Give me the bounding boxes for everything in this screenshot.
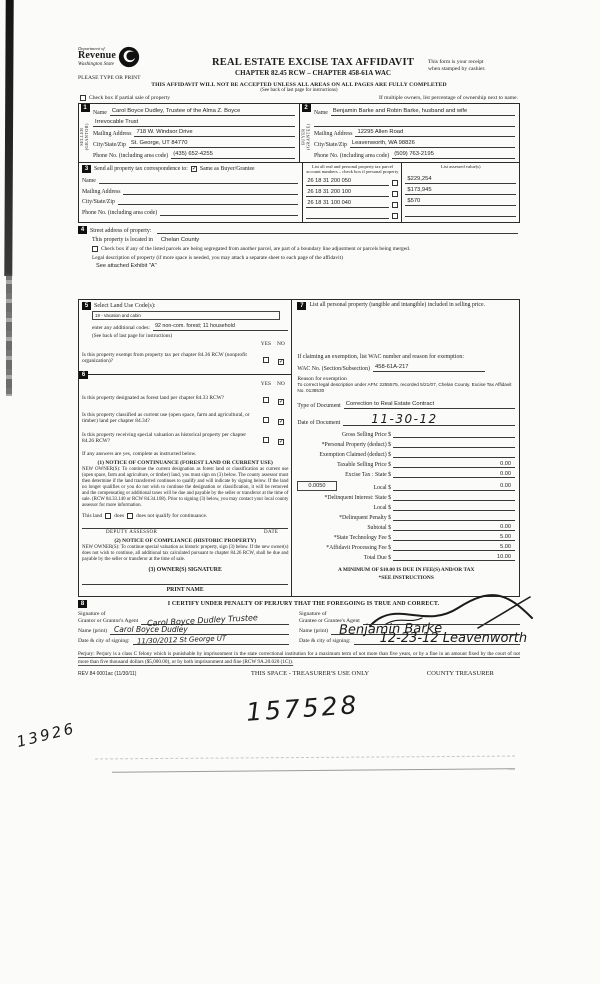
form-title: REAL ESTATE EXCISE TAX AFFIDAVIT — [211, 57, 415, 68]
partial-sale-label: Check box if partial sale of property — [89, 95, 171, 101]
deputy-assessor-row — [82, 529, 288, 535]
certification-section — [78, 600, 528, 646]
parcel-row-2 — [306, 189, 398, 197]
please-type-note: PLEASE TYPE OR PRINT — [78, 75, 141, 81]
current-use-yes-checkbox[interactable] — [263, 417, 269, 423]
seller-csz-field[interactable]: St. George, UT 84770 — [129, 140, 295, 148]
grantor-signature-label: Signature of Grantor or Grantor's Agent — [78, 611, 139, 625]
exemption-header: If claiming an exemption, list WAC number and reason for exemption: — [297, 353, 464, 360]
buyer-phone-field[interactable]: (509) 763-2195 — [392, 151, 515, 159]
multiple-owners-note: If multiple owners, list percentage of ownership next to name. — [378, 95, 518, 101]
scan-edge-artifact-lower — [6, 274, 12, 396]
section-3-badge: 3 — [82, 165, 91, 173]
parcel-numbers-column — [303, 163, 402, 222]
section5-see-back-note: (See back of last page for instructions) — [92, 332, 173, 339]
wac-label: WAC No. (Section/Subsection) — [297, 365, 371, 372]
personal-property-blank-space — [297, 310, 515, 354]
buyer-phone-label: Phone No. (including area code) — [314, 152, 390, 159]
assessed-value-field[interactable]: $229,254 — [405, 176, 516, 184]
reet-affidavit-form — [78, 46, 528, 677]
grantee-date-city-line[interactable] — [354, 630, 528, 646]
additional-codes-label: enter any additional codes: — [92, 324, 150, 331]
seller-name-label: Name — [93, 109, 107, 116]
current-use-question-row — [82, 409, 288, 427]
assessed-values-column — [402, 163, 519, 222]
parcel-personal-checkbox-2[interactable] — [392, 191, 398, 197]
grantee-date-city-handwriting: 12-23-12 Leavenworth — [379, 630, 528, 646]
exempt-yes-checkbox[interactable] — [263, 357, 269, 363]
send-correspondence-label: Send all property tax correspondence to: — [94, 165, 188, 172]
legal-description-field[interactable]: See attached Exhibit "A" — [96, 262, 157, 269]
same-as-buyer-label: Same as Buyer/Grantee — [199, 165, 255, 172]
buyer-csz-label: City/State/Zip — [314, 142, 347, 149]
tax-correspondence-box — [78, 163, 520, 223]
delinquent-penalty-field[interactable] — [393, 514, 515, 522]
corr-csz-field[interactable] — [118, 197, 299, 205]
parcel-row-3 — [306, 200, 398, 208]
corr-phone-field[interactable] — [160, 208, 298, 216]
corr-csz-label: City/State/Zip — [82, 199, 115, 206]
grantor-signature-line[interactable] — [141, 612, 289, 628]
does-not-label: does not qualify for continuance. — [136, 513, 208, 520]
section6-yes-no-header: YES NO — [260, 381, 285, 388]
title-block — [198, 46, 428, 81]
state-technology-fee-field[interactable]: 5.00 — [393, 534, 515, 542]
exemption-claimed-field[interactable] — [393, 450, 515, 458]
excise-tax-local-field[interactable]: 0.00 — [393, 483, 515, 491]
corr-name-row — [82, 176, 298, 184]
forest-no-checkbox[interactable]: ✓ — [278, 398, 284, 406]
seller-csz-label: City/State/Zip — [93, 142, 126, 149]
parcel-row-4 — [306, 211, 398, 219]
buyer-name-row2 — [314, 119, 515, 127]
reason-for-exemption-label: Reason for exemption — [297, 375, 347, 382]
fee-table — [297, 430, 515, 561]
does-qualify-checkbox[interactable] — [105, 513, 111, 519]
deputy-assessor-label: DEPUTY ASSESSOR — [106, 530, 158, 536]
segregated-note: Check box if any of the listed parcels are being segregated from another parcel, are part of a boundary line adjustment or parcels being merged. — [101, 245, 411, 252]
street-address-field[interactable] — [157, 226, 518, 234]
historic-question: Is this property receiving special valuation as historical property per chapter 84.26 RCW? — [82, 431, 247, 445]
land-use-label: Select Land Use Code(s): — [94, 302, 156, 309]
personal-property-deduct-field[interactable] — [393, 440, 515, 448]
section-2-badge: 2 — [302, 104, 311, 112]
delinquent-interest-local-row: Local $ — [297, 503, 515, 511]
buyer-side-label: BUYER (GRANTEE) — [300, 123, 311, 151]
owners-signature-label: (3) OWNER(S) SIGNATURE — [148, 567, 222, 574]
excise-tax-state-field[interactable]: 0.00 — [393, 471, 515, 479]
treasurer-space-label: THIS SPACE - TREASURER'S USE ONLY — [250, 669, 370, 677]
if-yes-note: If any answers are yes, complete as instructed below. — [82, 450, 197, 457]
notice-compliance-body: NEW OWNER(S): To continue special valuation as historic property, sign (3) below. If the new owner(s) does not wish to continue, all additional tax calculated pursuant to chapter 84.26 RCW, shall be due and payable by the seller or transferor at the time of sale. — [82, 545, 289, 563]
agency-state: Washington State — [78, 61, 114, 67]
parcel-number-field[interactable] — [306, 211, 389, 219]
assessed-value-field[interactable] — [405, 209, 516, 217]
parcel-number-field[interactable]: 26 18 31 200 100 — [306, 189, 389, 197]
seller-phone-field[interactable]: (435) 652-4255 — [171, 151, 295, 159]
located-county-field[interactable]: Chelan County — [160, 236, 200, 243]
corr-phone-label: Phone No. (including area code) — [82, 210, 158, 217]
notice-compliance-title: (2) NOTICE OF COMPLIANCE (HISTORIC PROPERTY) — [114, 538, 257, 545]
receipt-note-line1: This form is your receipt — [428, 59, 484, 65]
deputy-date-label: DATE — [264, 530, 279, 536]
section-1-badge: 1 — [81, 104, 90, 112]
state-technology-fee-row: *State Technology Fee $ 5.00 — [297, 534, 515, 542]
buyer-address-label: Mailing Address — [314, 131, 353, 138]
seller-address-field[interactable]: 718 W. Windsor Drive — [134, 129, 295, 137]
section-6-badge: 6 — [79, 371, 88, 379]
grantor-name-handwriting: Carol Boyce Dudley — [114, 624, 188, 634]
grantee-date-city-label: Date & city of signing: — [299, 638, 351, 645]
corr-address-field[interactable] — [123, 187, 298, 195]
seller-phone-row — [93, 151, 295, 159]
grantor-name-print-label: Name (print) — [78, 628, 108, 635]
grantor-name-print-line[interactable] — [110, 624, 289, 635]
exemption-claimed-row: Exemption Claimed (deduct) $ — [297, 450, 515, 458]
subtotal-row: Subtotal $ 0.00 — [297, 524, 515, 532]
tax-computation-column — [292, 300, 519, 597]
does-not-qualify-checkbox[interactable] — [127, 513, 133, 519]
forest-land-question-row — [82, 389, 288, 407]
grantor-signature-handwriting: Carol Boyce Dudley Trustee — [147, 612, 259, 628]
seller-name-row — [93, 108, 295, 116]
seller-address-label: Mailing Address — [93, 131, 132, 138]
buyer-address-row — [314, 129, 515, 137]
section-6-divider — [79, 371, 291, 379]
parcel-personal-checkbox-4[interactable] — [392, 213, 398, 219]
buyer-section — [299, 104, 519, 162]
taxable-selling-price-row: Taxable Selling Price $ 0.00 — [297, 461, 515, 469]
corr-name-field[interactable] — [99, 176, 299, 184]
current-use-question: Is this property classified as current use (open space, farm and agricultural, or timber) land per chapter 84.34? — [82, 411, 250, 425]
buyer-address-field[interactable]: 12295 Allen Road — [355, 129, 515, 137]
treasurer-area-rule-line — [112, 768, 515, 773]
parties-box — [78, 103, 520, 163]
buyer-name-label: Name — [314, 109, 328, 116]
buyer-name-row — [314, 108, 515, 116]
historic-question-row — [82, 429, 288, 447]
minimum-fee-note: A MINIMUM OF $10.00 IS DUE IN FEE(S) AND/OR TAX *SEE INSTRUCTIONS — [337, 567, 475, 581]
treasurer-receipt-number: 157528 — [245, 690, 361, 727]
corr-csz-row — [82, 197, 298, 205]
exempt-question-row — [82, 349, 288, 367]
print-name-label: PRINT NAME — [166, 587, 204, 594]
agency-wordmark — [78, 46, 116, 67]
seller-sidebar — [79, 104, 91, 162]
affidavit-processing-fee-field[interactable]: 5.00 — [393, 544, 515, 552]
type-of-document-label: Type of Document — [297, 402, 341, 409]
section-8-badge: 8 — [78, 600, 87, 608]
buyer-phone-row — [314, 151, 515, 159]
personal-property-deduct-row: *Personal Property (deduct) $ — [297, 440, 515, 448]
section-7-badge: 7 — [297, 302, 306, 310]
date-of-document-label: Date of Document — [297, 420, 341, 427]
seller-address-row — [93, 129, 295, 137]
certification-statement: I CERTIFY UNDER PENALTY OF PERJURY THAT THE FOREGOING IS TRUE AND CORRECT. — [167, 601, 440, 608]
grantor-date-city-label: Date & city of signing: — [78, 638, 130, 645]
receipt-note-line2: when stamped by cashier. — [428, 66, 486, 73]
legal-description-blank-space — [78, 269, 518, 297]
buyer-name-field2[interactable] — [314, 119, 515, 127]
grantee-name-print-label: Name (print) — [299, 628, 329, 635]
total-due-field[interactable]: 10.00 — [393, 554, 515, 562]
parcel-number-field[interactable]: 26 18 31 100 040 — [306, 200, 389, 208]
acceptance-warning: THIS AFFIDAVIT WILL NOT BE ACCEPTED UNLESS ALL AREAS ON ALL PAGES ARE FULLY COMPLETED — [151, 82, 447, 88]
scan-edge-artifact — [4, 0, 13, 276]
seller-section — [79, 104, 299, 162]
land-use-column — [79, 300, 292, 597]
seller-name-field[interactable]: Carol Boyce Dudley, Trustee of the Alma Z. Boyce — [110, 108, 295, 116]
gross-selling-price-row: Gross Selling Price $ — [297, 430, 515, 438]
reason-for-exemption-field[interactable]: To correct legal description under AFN: 2255575, recorded 5/21/07, Chelan County. Excise Tax Affidavit No. 0138530 — [297, 381, 512, 393]
additional-codes-field[interactable]: 92 non-com. forest; 11 household — [153, 323, 288, 331]
buyer-name-field[interactable]: Benjamin Barke and Robin Barke, husband and wife — [331, 108, 515, 116]
correspondence-column — [79, 163, 303, 222]
form-header — [78, 46, 520, 81]
land-use-and-tax-box — [78, 299, 520, 598]
local-rate-box[interactable]: 0.0050 — [297, 481, 336, 491]
parcel-column-header: List all real and personal property tax parcel account numbers – check box if personal property — [306, 163, 399, 175]
does-label: does — [114, 513, 125, 520]
affidavit-processing-fee-row: *Affidavit Processing Fee $ 5.00 — [297, 544, 515, 552]
located-in-label: This property is located in — [92, 236, 153, 243]
total-due-row: Total Due $ 10.00 — [297, 554, 515, 562]
grantor-date-city-handwriting: 11/30/2012 St George UT — [136, 634, 226, 646]
dor-swirl-logo-icon — [118, 46, 140, 68]
type-of-document-field[interactable]: Correction to Real Estate Contract — [344, 401, 515, 409]
excise-tax-local-row: 0.0050 Local $ 0.00 — [297, 481, 515, 491]
grantor-date-city-line[interactable] — [133, 634, 289, 646]
delinquent-interest-local-field[interactable] — [393, 503, 515, 511]
wac-number-field[interactable]: 458-61A-217 — [373, 364, 485, 372]
rev-form-number: REV 84 0001ac (11/30/11) — [78, 670, 137, 677]
seller-name-field2[interactable]: Irrevocable Trust — [93, 119, 295, 127]
delinquent-interest-state-row: *Delinquent Interest: State $ — [297, 493, 515, 501]
seller-csz-row — [93, 140, 295, 148]
historic-no-checkbox[interactable]: ✓ — [278, 438, 284, 446]
treasurer-area-faint-line — [95, 756, 515, 760]
partial-sale-row — [78, 95, 520, 102]
exempt-no-checkbox[interactable]: ✓ — [278, 358, 284, 366]
exempt-question-label: Is this property exempt from property tax per chapter 84.36 RCW (nonprofit organization)? — [82, 351, 247, 365]
grantee-name-handwriting: Benjamin Barke — [338, 620, 443, 638]
section-4-badge: 4 — [78, 226, 87, 234]
corr-name-label: Name — [82, 177, 96, 184]
perjury-statement: Perjury: Perjury is a class C felony which is punishable by imprisonment in the state correctional institution for a maximum term of not more than five years, or by a fine in an amount fixed by the court of not more than five thousand dollars ($5,000.00), or by both imprisonment and fine (RCW 9A.20.020 (1C)). — [78, 650, 520, 665]
forest-land-question: Is this property designated as forest land per chapter 84.33 RCW? — [82, 394, 225, 401]
assessed-value-field[interactable]: $570 — [405, 198, 516, 206]
delinquent-interest-state-field[interactable] — [393, 493, 515, 501]
form-chapter: CHAPTER 82.45 RCW – CHAPTER 458-61A WAC — [235, 69, 391, 77]
footer-row — [78, 670, 520, 677]
county-treasurer-label: COUNTY TREASURER — [426, 669, 494, 677]
legal-description-label: Legal description of property (if more space is needed, you may attach a separate sheet to each page of the affidavit) — [92, 254, 343, 261]
same-as-buyer-checkbox[interactable]: ✓ — [191, 164, 197, 172]
seller-side-label: SELLER (GRANTOR) — [79, 123, 89, 151]
parcel-row-1 — [306, 178, 398, 186]
subtotal-field[interactable]: 0.00 — [393, 524, 515, 532]
grantee-signature-label: Signature of Grantee or Grantee's Agent — [299, 611, 360, 625]
see-back-note: (See back of last page for instructions) — [260, 88, 338, 93]
section5-yes-no-header: YES NO — [260, 341, 285, 348]
buyer-sidebar — [300, 104, 312, 162]
buyer-csz-row — [314, 140, 515, 148]
corr-address-row — [82, 187, 298, 195]
agency-dept-line: Department of — [78, 46, 105, 51]
grantee-signature-block — [299, 609, 528, 646]
agency-block — [78, 46, 198, 81]
assessed-value-field[interactable]: $173,945 — [405, 187, 516, 195]
grantor-signature-block — [78, 609, 299, 644]
segregated-checkbox[interactable] — [92, 246, 98, 252]
this-land-label: This land — [82, 513, 103, 520]
property-location-section — [78, 223, 520, 297]
handwritten-corner-number: 13926 — [14, 718, 78, 752]
forest-yes-checkbox[interactable] — [263, 397, 269, 403]
corr-address-label: Mailing Address — [82, 188, 121, 195]
buyer-csz-field[interactable]: Leavenworth, WA 98826 — [350, 140, 515, 148]
print-name-line[interactable] — [82, 584, 288, 585]
date-of-document-field[interactable] — [343, 412, 515, 427]
gross-selling-price-field[interactable] — [393, 430, 515, 438]
seller-name-row2 — [93, 119, 295, 127]
corr-phone-row — [82, 208, 298, 216]
deputy-assessor-signature-line[interactable] — [82, 519, 288, 529]
taxable-selling-price-field[interactable]: 0.00 — [393, 461, 515, 469]
excise-tax-state-row: Excise Tax : State $ 0.00 — [297, 471, 515, 479]
personal-property-label: List all personal property (tangible and intangible) included in selling price. — [309, 301, 486, 308]
parcel-personal-checkbox-1[interactable] — [392, 180, 398, 186]
notice-continuance-body: NEW OWNER(S): To continue the current designation as forest land or classification as current use (open space, farm and agriculture, or timber) land, you must sign on (3) below. The county assessor must then determine if the land transferred continues to qualify and will indicate by signing below. If the land no longer qualifies or you do not wish to continue the designation or classification, it will be removed and the compensating or additional taxes will be due and payable by the seller or transferor at the time of sale. (RCW 84.33.140 or RCW 84.34.108). Prior to signing (3) below, you may contact your local county assessor for more information. — [82, 466, 289, 509]
date-of-document-handwriting: 11-30-12 — [371, 412, 438, 427]
street-address-label: Street address of property: — [90, 227, 152, 234]
land-use-code-field[interactable]: 19 - Vacation and cabin — [92, 311, 280, 320]
partial-sale-checkbox[interactable] — [80, 95, 86, 101]
seller-phone-label: Phone No. (including area code) — [93, 152, 169, 159]
current-use-no-checkbox[interactable]: ✓ — [278, 418, 284, 426]
notice-continuance-title: (1) NOTICE OF CONTINUANCE (FOREST LAND OR CURRENT USE) — [97, 459, 273, 466]
parcel-personal-checkbox-3[interactable] — [392, 202, 398, 208]
receipt-note — [428, 46, 520, 81]
section-5-badge: 5 — [82, 302, 91, 310]
agency-name: Revenue — [78, 50, 117, 61]
historic-yes-checkbox[interactable] — [263, 437, 269, 443]
assessed-value-header: List assessed value(s) — [440, 163, 481, 169]
delinquent-penalty-row: *Delinquent Penalty $ — [297, 514, 515, 522]
parcel-number-field[interactable]: 26 18 31 200 050 — [306, 178, 389, 186]
